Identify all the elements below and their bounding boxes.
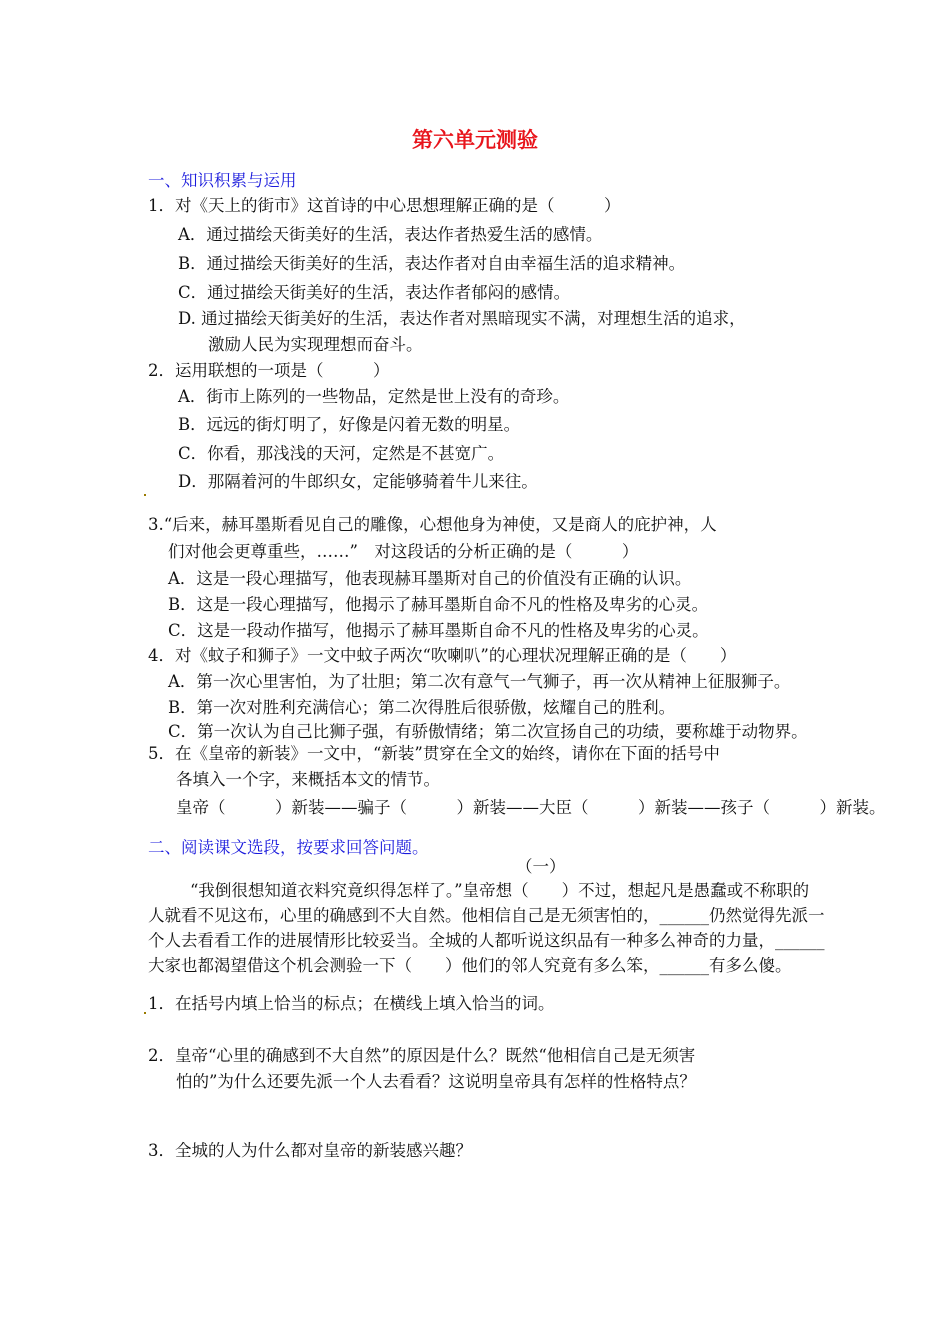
question-5-blanks: 皇帝（ ）新装——骗子（ ）新装——大臣（ ）新装——孩子（ ）新装。 — [176, 798, 886, 817]
question-1-option-c: C．通过描绘天街美好的生活，表达作者郁闷的感情。 — [178, 283, 571, 302]
question-2-option-a: A．街市上陈列的一些物品，定然是世上没有的奇珍。 — [178, 387, 570, 406]
question-2-stem: 2．运用联想的一项是（ ） — [148, 361, 390, 380]
reading-question-1: 1．在括号内填上恰当的标点；在横线上填入恰当的词。 — [148, 994, 555, 1013]
question-1-option-d-cont: 激励人民为实现理想而奋斗。 — [208, 335, 423, 354]
section-heading-reading: 二、阅读课文选段，按要求回答问题。 — [148, 838, 429, 857]
passage-part-label: （一） — [516, 857, 566, 876]
question-4-option-a: A．第一次心里害怕，为了壮胆；第二次有意气一气狮子，再一次从精神上征服狮子。 — [168, 672, 791, 691]
question-3-option-a: A．这是一段心理描写，他表现赫耳墨斯对自己的价值没有正确的认识。 — [168, 569, 692, 588]
stray-mark — [144, 1012, 146, 1014]
question-4-option-c: C．第一次认为自己比狮子强，有骄傲情绪；第二次宣扬自己的功绩，要称雄于动物界。 — [168, 722, 808, 741]
question-1-option-a: A．通过描绘天街美好的生活，表达作者热爱生活的感情。 — [178, 225, 603, 244]
question-3-option-b: B．这是一段心理描写，他揭示了赫耳墨斯自命不凡的性格及卑劣的心灵。 — [168, 595, 709, 614]
reading-question-3: 3．全城的人为什么都对皇帝的新装感兴趣？ — [148, 1141, 472, 1160]
passage-line-2: 人就看不见这布，心里的确感到不大自然。他相信自己是无须害怕的，______仍然觉得先派一 — [148, 906, 825, 925]
page-title: 第六单元测验 — [412, 127, 538, 152]
question-4-option-b: B．第一次对胜利充满信心；第二次得胜后很骄傲，炫耀自己的胜利。 — [168, 698, 676, 717]
question-2-option-d: D．那隔着河的牛郎织女，定能够骑着牛儿来往。 — [178, 472, 538, 491]
question-3-stem: 3.“后来，赫耳墨斯看见自己的雕像，心想他身为神使，又是商人的庇护神，人 — [148, 515, 717, 534]
question-4-stem: 4．对《蚊子和狮子》一文中蚊子两次“吹喇叭”的心理状况理解正确的是（ ） — [148, 646, 737, 665]
question-2-option-c: C．你看，那浅浅的天河，定然是不甚宽广。 — [178, 444, 505, 463]
reading-question-2: 2．皇帝“心里的确感到不大自然”的原因是什么？既然“他相信自己是无须害 — [148, 1046, 696, 1065]
passage-line-4: 大家也都渴望借这个机会测验一下（ ）他们的邻人究竟有多么笨，______有多么傻。 — [148, 956, 792, 975]
passage-line-1: “我倒很想知道衣料究竟织得怎样了。”皇帝想（ ）不过，想起凡是愚蠢或不称职的 — [190, 881, 810, 900]
question-1-option-d: D. 通过描绘天街美好的生活，表达作者对黑暗现实不满，对理想生活的追求， — [178, 309, 746, 328]
stray-mark — [144, 494, 146, 496]
question-3-option-c: C．这是一段动作描写，他揭示了赫耳墨斯自命不凡的性格及卑劣的心灵。 — [168, 621, 709, 640]
passage-line-3: 个人去看看工作的进展情形比较妥当。全城的人都听说这织品有一种多么神奇的力量，______ — [148, 931, 825, 950]
reading-question-2-cont: 怕的”为什么还要先派一个人去看看？这说明皇帝具有怎样的性格特点？ — [176, 1072, 696, 1091]
question-5-stem-cont: 各填入一个字，来概括本文的情节。 — [176, 770, 440, 789]
question-5-stem: 5．在《皇帝的新装》一文中，“新装”贯穿在全文的始终，请你在下面的括号中 — [148, 744, 720, 763]
section-heading-knowledge: 一、知识积累与运用 — [148, 171, 297, 190]
question-3-stem-cont: 们对他会更尊重些，……” 对这段话的分析正确的是（ ） — [168, 542, 639, 561]
question-2-option-b: B．远远的街灯明了，好像是闪着无数的明星。 — [178, 415, 521, 434]
question-1-option-b: B．通过描绘天街美好的生活，表达作者对自由幸福生活的追求精神。 — [178, 254, 686, 273]
question-1-stem: 1．对《天上的街市》这首诗的中心思想理解正确的是（ ） — [148, 196, 621, 215]
